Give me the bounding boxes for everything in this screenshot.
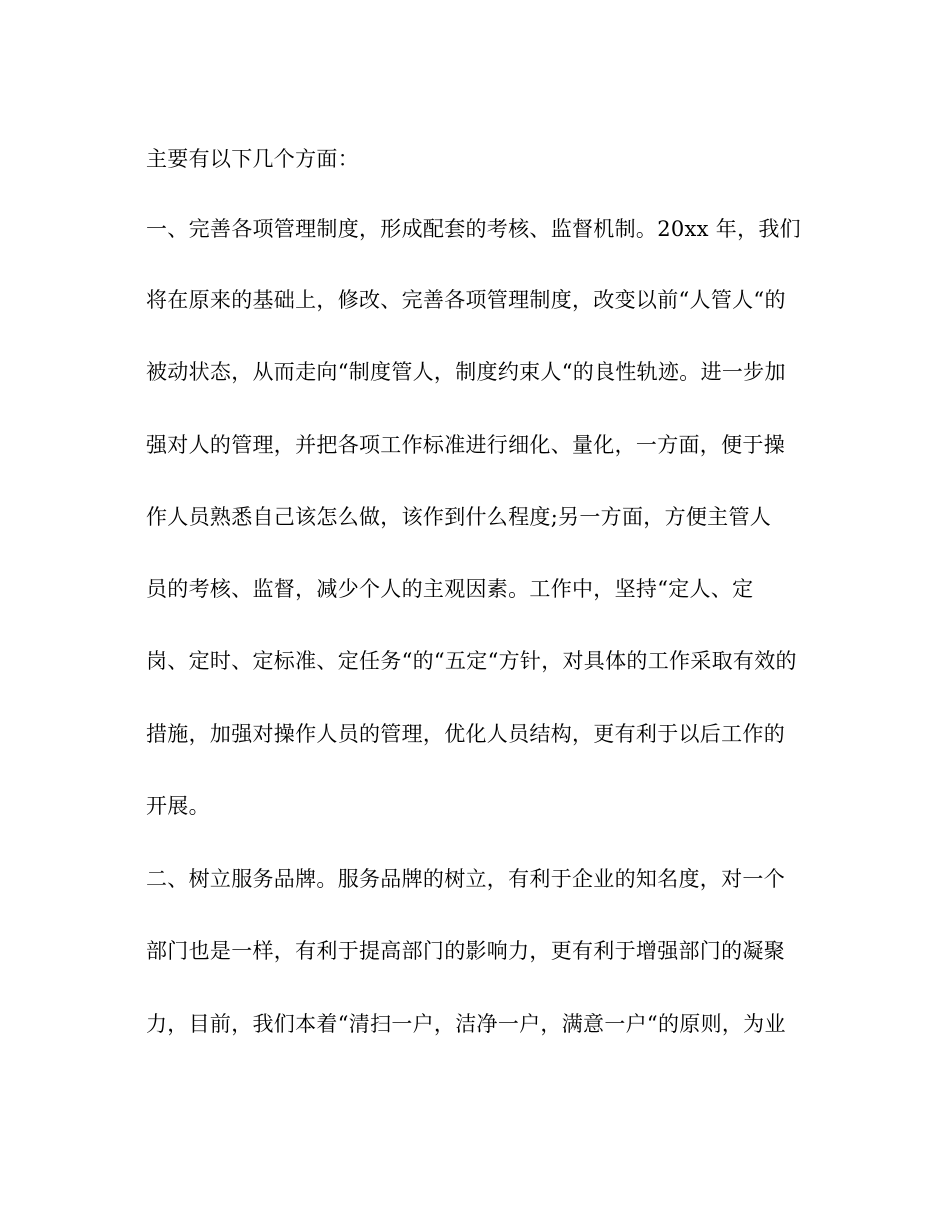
text-line: 部门也是一样，有利于提高部门的影响力，更有利于增强部门的凝聚 bbox=[146, 939, 785, 963]
text-line: 开展。 bbox=[146, 794, 210, 818]
text-line: 作人员熟悉自己该怎么做，该作到什么程度;另一方面，方便主管人 bbox=[146, 505, 772, 529]
text-line: 被动状态，从而走向“制度管人，制度约束人“的良性轨迹。进一步加 bbox=[146, 360, 786, 384]
text-line: 主要有以下几个方面： bbox=[146, 147, 359, 171]
text-line: 一、完善各项管理制度，形成配套的考核、监督机制。20xx 年，我们 bbox=[146, 217, 801, 241]
text-line: 强对人的管理，并把各项工作标准进行细化、量化，一方面，便于操 bbox=[146, 433, 785, 457]
text-line: 岗、定时、定标准、定任务“的“五定“方针，对具体的工作采取有效的 bbox=[146, 649, 797, 673]
text-line: 员的考核、监督，减少个人的主观因素。工作中，坚持“定人、定 bbox=[146, 577, 754, 601]
text-line: 措施，加强对操作人员的管理，优化人员结构，更有利于以后工作的 bbox=[146, 722, 785, 746]
text-line: 力，目前，我们本着“清扫一户，洁净一户，满意一户“的原则，为业 bbox=[146, 1012, 786, 1036]
text-line: 将在原来的基础上，修改、完善各项管理制度，改变以前“人管人“的 bbox=[146, 288, 786, 312]
text-line: 二、树立服务品牌。服务品牌的树立，有利于企业的知名度，对一个 bbox=[146, 867, 785, 891]
